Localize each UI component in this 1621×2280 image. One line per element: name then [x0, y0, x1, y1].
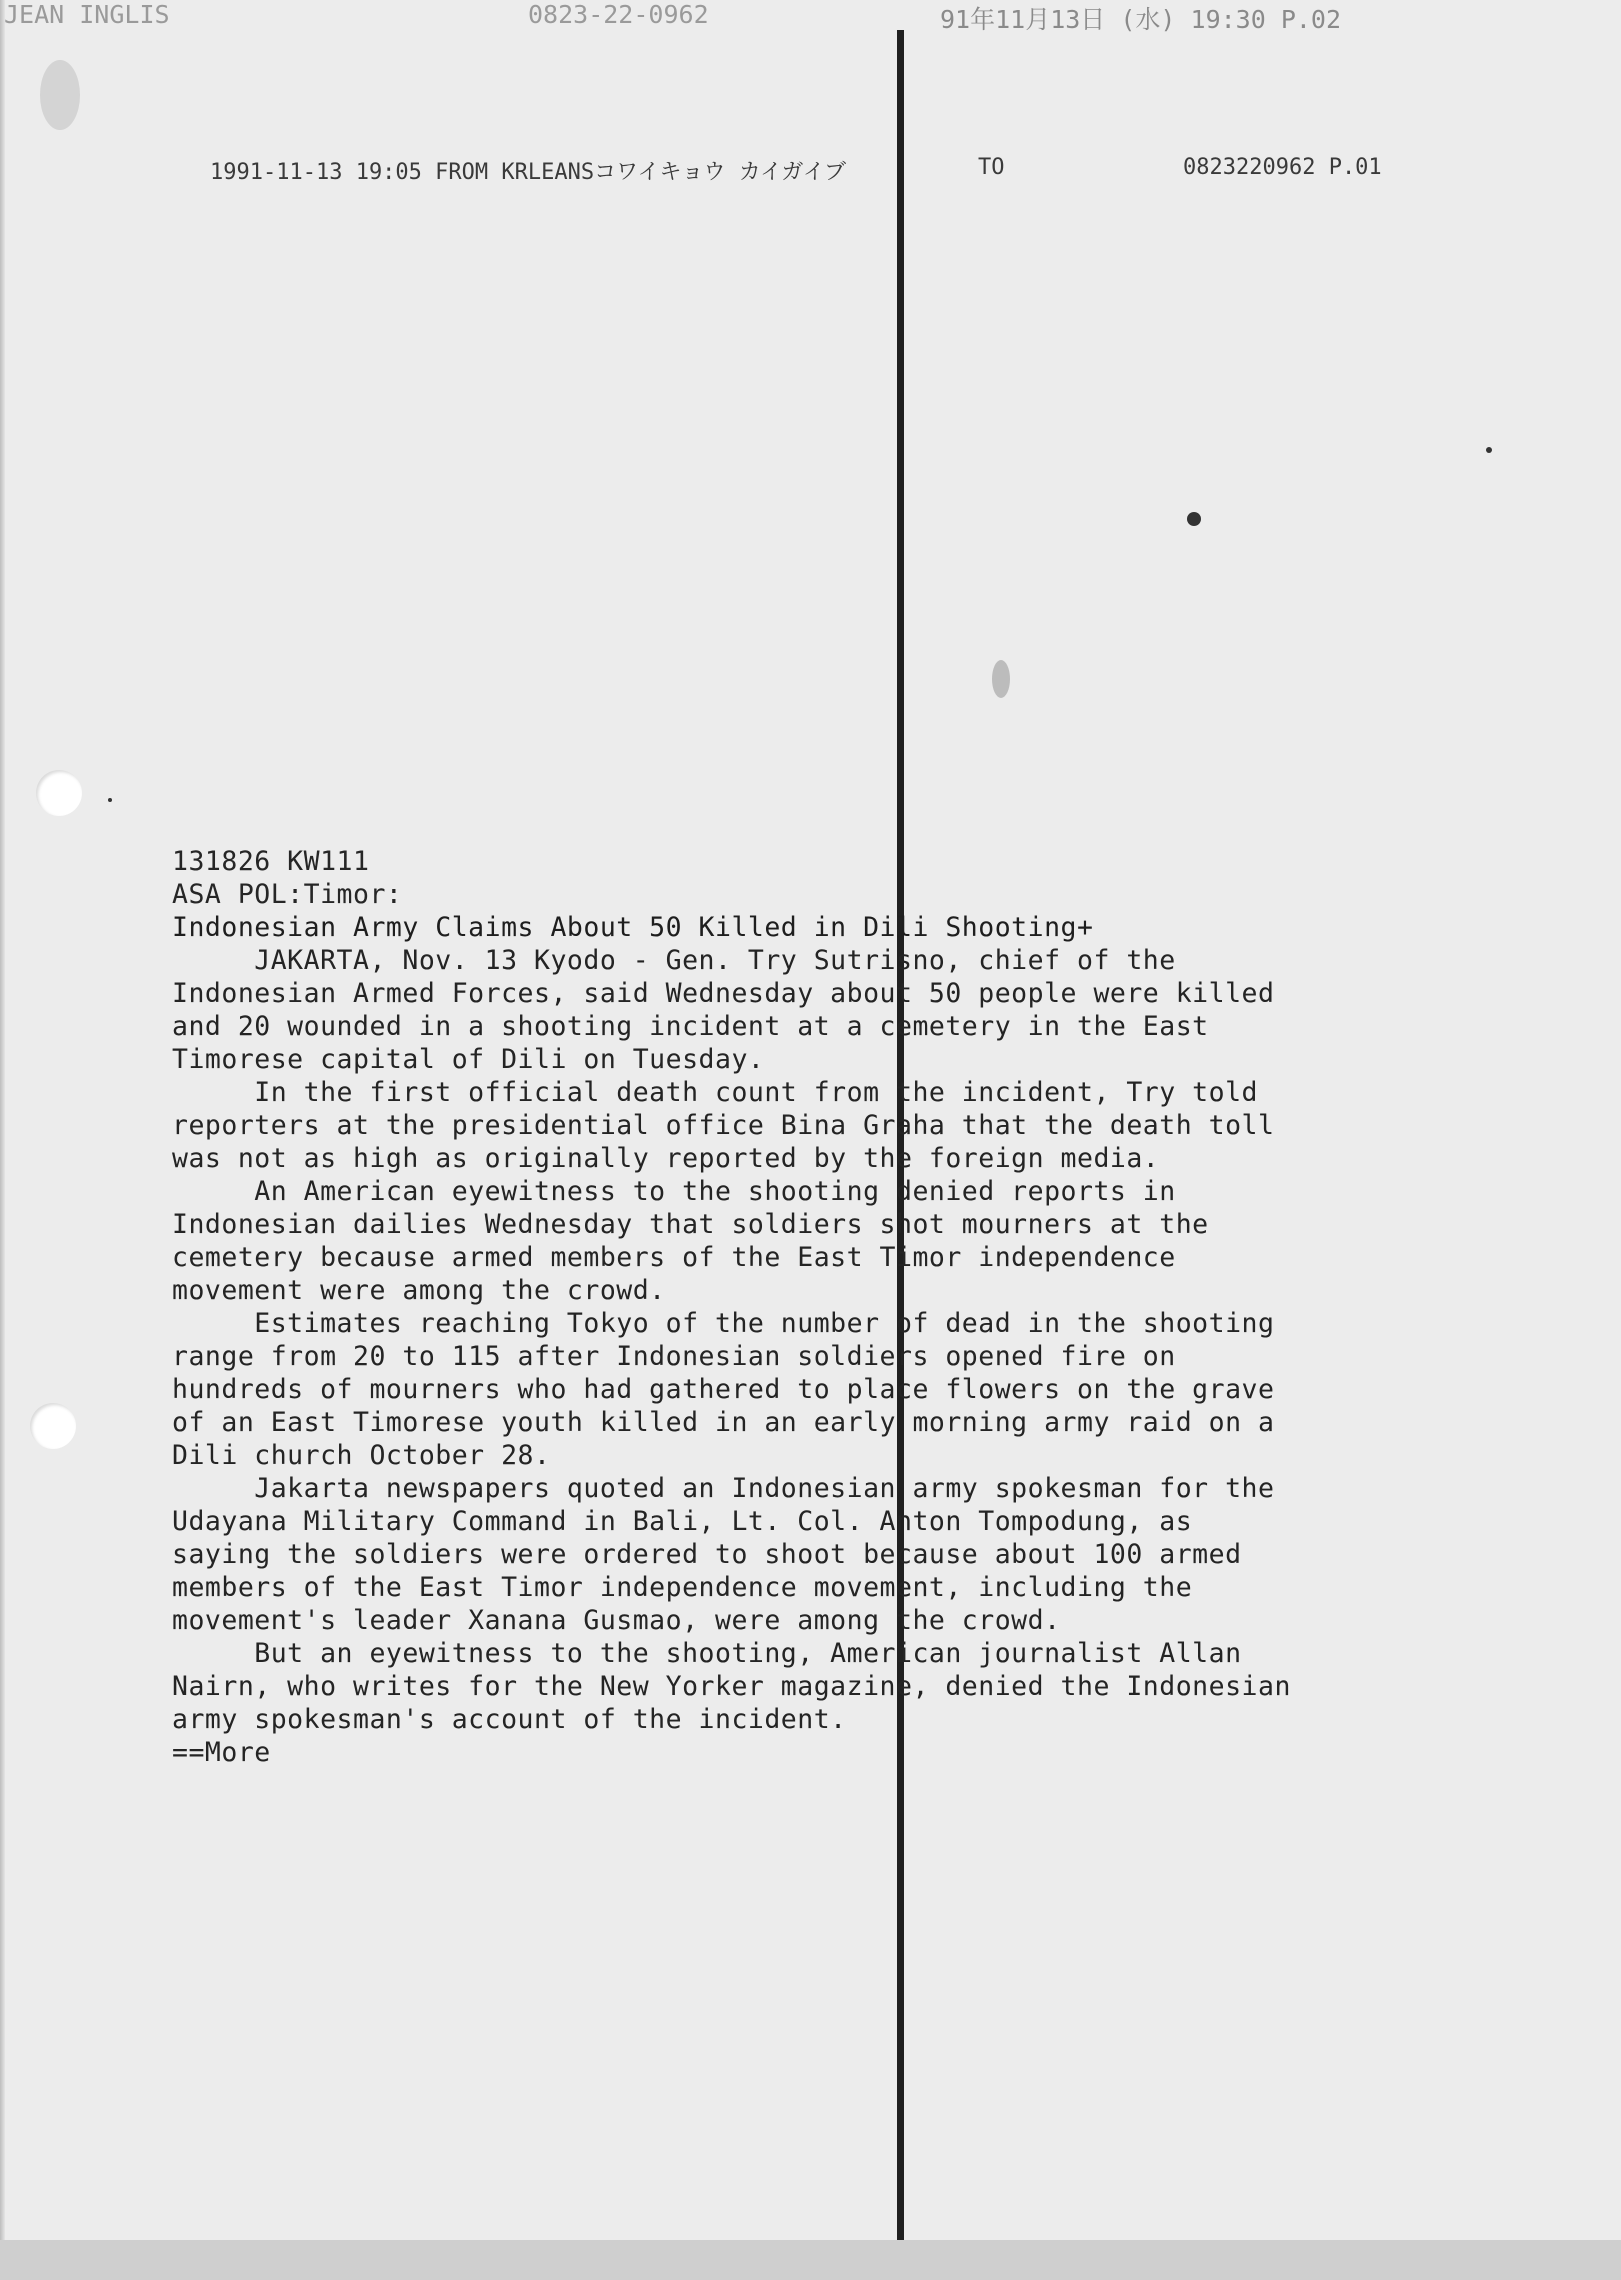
article-line: JAKARTA, Nov. 13 Kyodo - Gen. Try Sutrisno, chief of the [172, 945, 1176, 976]
scan-bottom-edge [0, 2240, 1621, 2280]
news-article [172, 845, 1572, 1769]
article-line: Jakarta newspapers quoted an Indonesian army spokesman for the [172, 1473, 1275, 1504]
article-more-marker: ==More [172, 1737, 271, 1768]
article-line: In the first official death count from the incident, Try told [172, 1077, 1258, 1108]
article-line: reporters at the presidential office Bina Graha that the death toll [172, 1110, 1275, 1141]
scan-speck [1187, 512, 1201, 526]
article-line: Nairn, who writes for the New Yorker magazine, denied the Indonesian [172, 1671, 1291, 1702]
origin-from: 1991-11-13 19:05 FROM KRLEANSコワイキョウ カイガイブ [210, 160, 847, 185]
article-line: Indonesian dailies Wednesday that soldiers shot mourners at the [172, 1209, 1209, 1240]
fax-transmission-header [0, 0, 1621, 34]
article-line: cemetery because armed members of the East Timor independence [172, 1242, 1176, 1273]
scan-smudge [40, 60, 80, 130]
article-category: ASA POL:Timor: [172, 879, 403, 910]
article-line: movement were among the crowd. [172, 1275, 666, 1306]
article-line: was not as high as originally reported by the foreign media. [172, 1143, 1160, 1174]
article-headline: Indonesian Army Claims About 50 Killed in Dili Shooting+ [172, 912, 1094, 943]
article-line: range from 20 to 115 after Indonesian soldiers opened fire on [172, 1341, 1176, 1372]
scan-left-edge [0, 0, 5, 2280]
transmission-datetime-page: 91年11月13日 (水) 19:30 P.02 [940, 5, 1342, 34]
article-line: hundreds of mourners who had gathered to place flowers on the grave [172, 1374, 1275, 1405]
scan-speck [108, 798, 112, 802]
origin-to: TO [978, 155, 1005, 180]
origin-number-page: 0823220962 P.01 [1183, 155, 1382, 180]
article-line: An American eyewitness to the shooting denied reports in [172, 1176, 1176, 1207]
article-line: Indonesian Armed Forces, said Wednesday about 50 people were killed [172, 978, 1275, 1009]
article-line: of an East Timorese youth killed in an early morning army raid on a [172, 1407, 1275, 1438]
sender-name: JEAN INGLIS [4, 0, 170, 29]
article-line: But an eyewitness to the shooting, American journalist Allan [172, 1638, 1242, 1669]
article-line: Dili church October 28. [172, 1440, 551, 1471]
scan-speck [1486, 447, 1492, 453]
article-line: and 20 wounded in a shooting incident at a cemetery in the East [172, 1011, 1209, 1042]
article-line: Timorese capital of Dili on Tuesday. [172, 1044, 765, 1075]
article-slug: 131826 KW111 [172, 846, 370, 877]
punch-hole [30, 1403, 76, 1449]
scan-smudge [992, 660, 1010, 698]
article-line: Udayana Military Command in Bali, Lt. Col. Anton Tompodung, as [172, 1506, 1193, 1537]
article-line: Estimates reaching Tokyo of the number of dead in the shooting [172, 1308, 1275, 1339]
article-line: army spokesman's account of the incident. [172, 1704, 847, 1735]
punch-hole [36, 770, 82, 816]
article-line: saying the soldiers were ordered to shoot because about 100 armed [172, 1539, 1242, 1570]
article-line: members of the East Timor independence movement, including the [172, 1572, 1193, 1603]
sender-fax-number: 0823-22-0962 [528, 0, 709, 29]
article-line: movement's leader Xanana Gusmao, were among the crowd. [172, 1605, 1061, 1636]
